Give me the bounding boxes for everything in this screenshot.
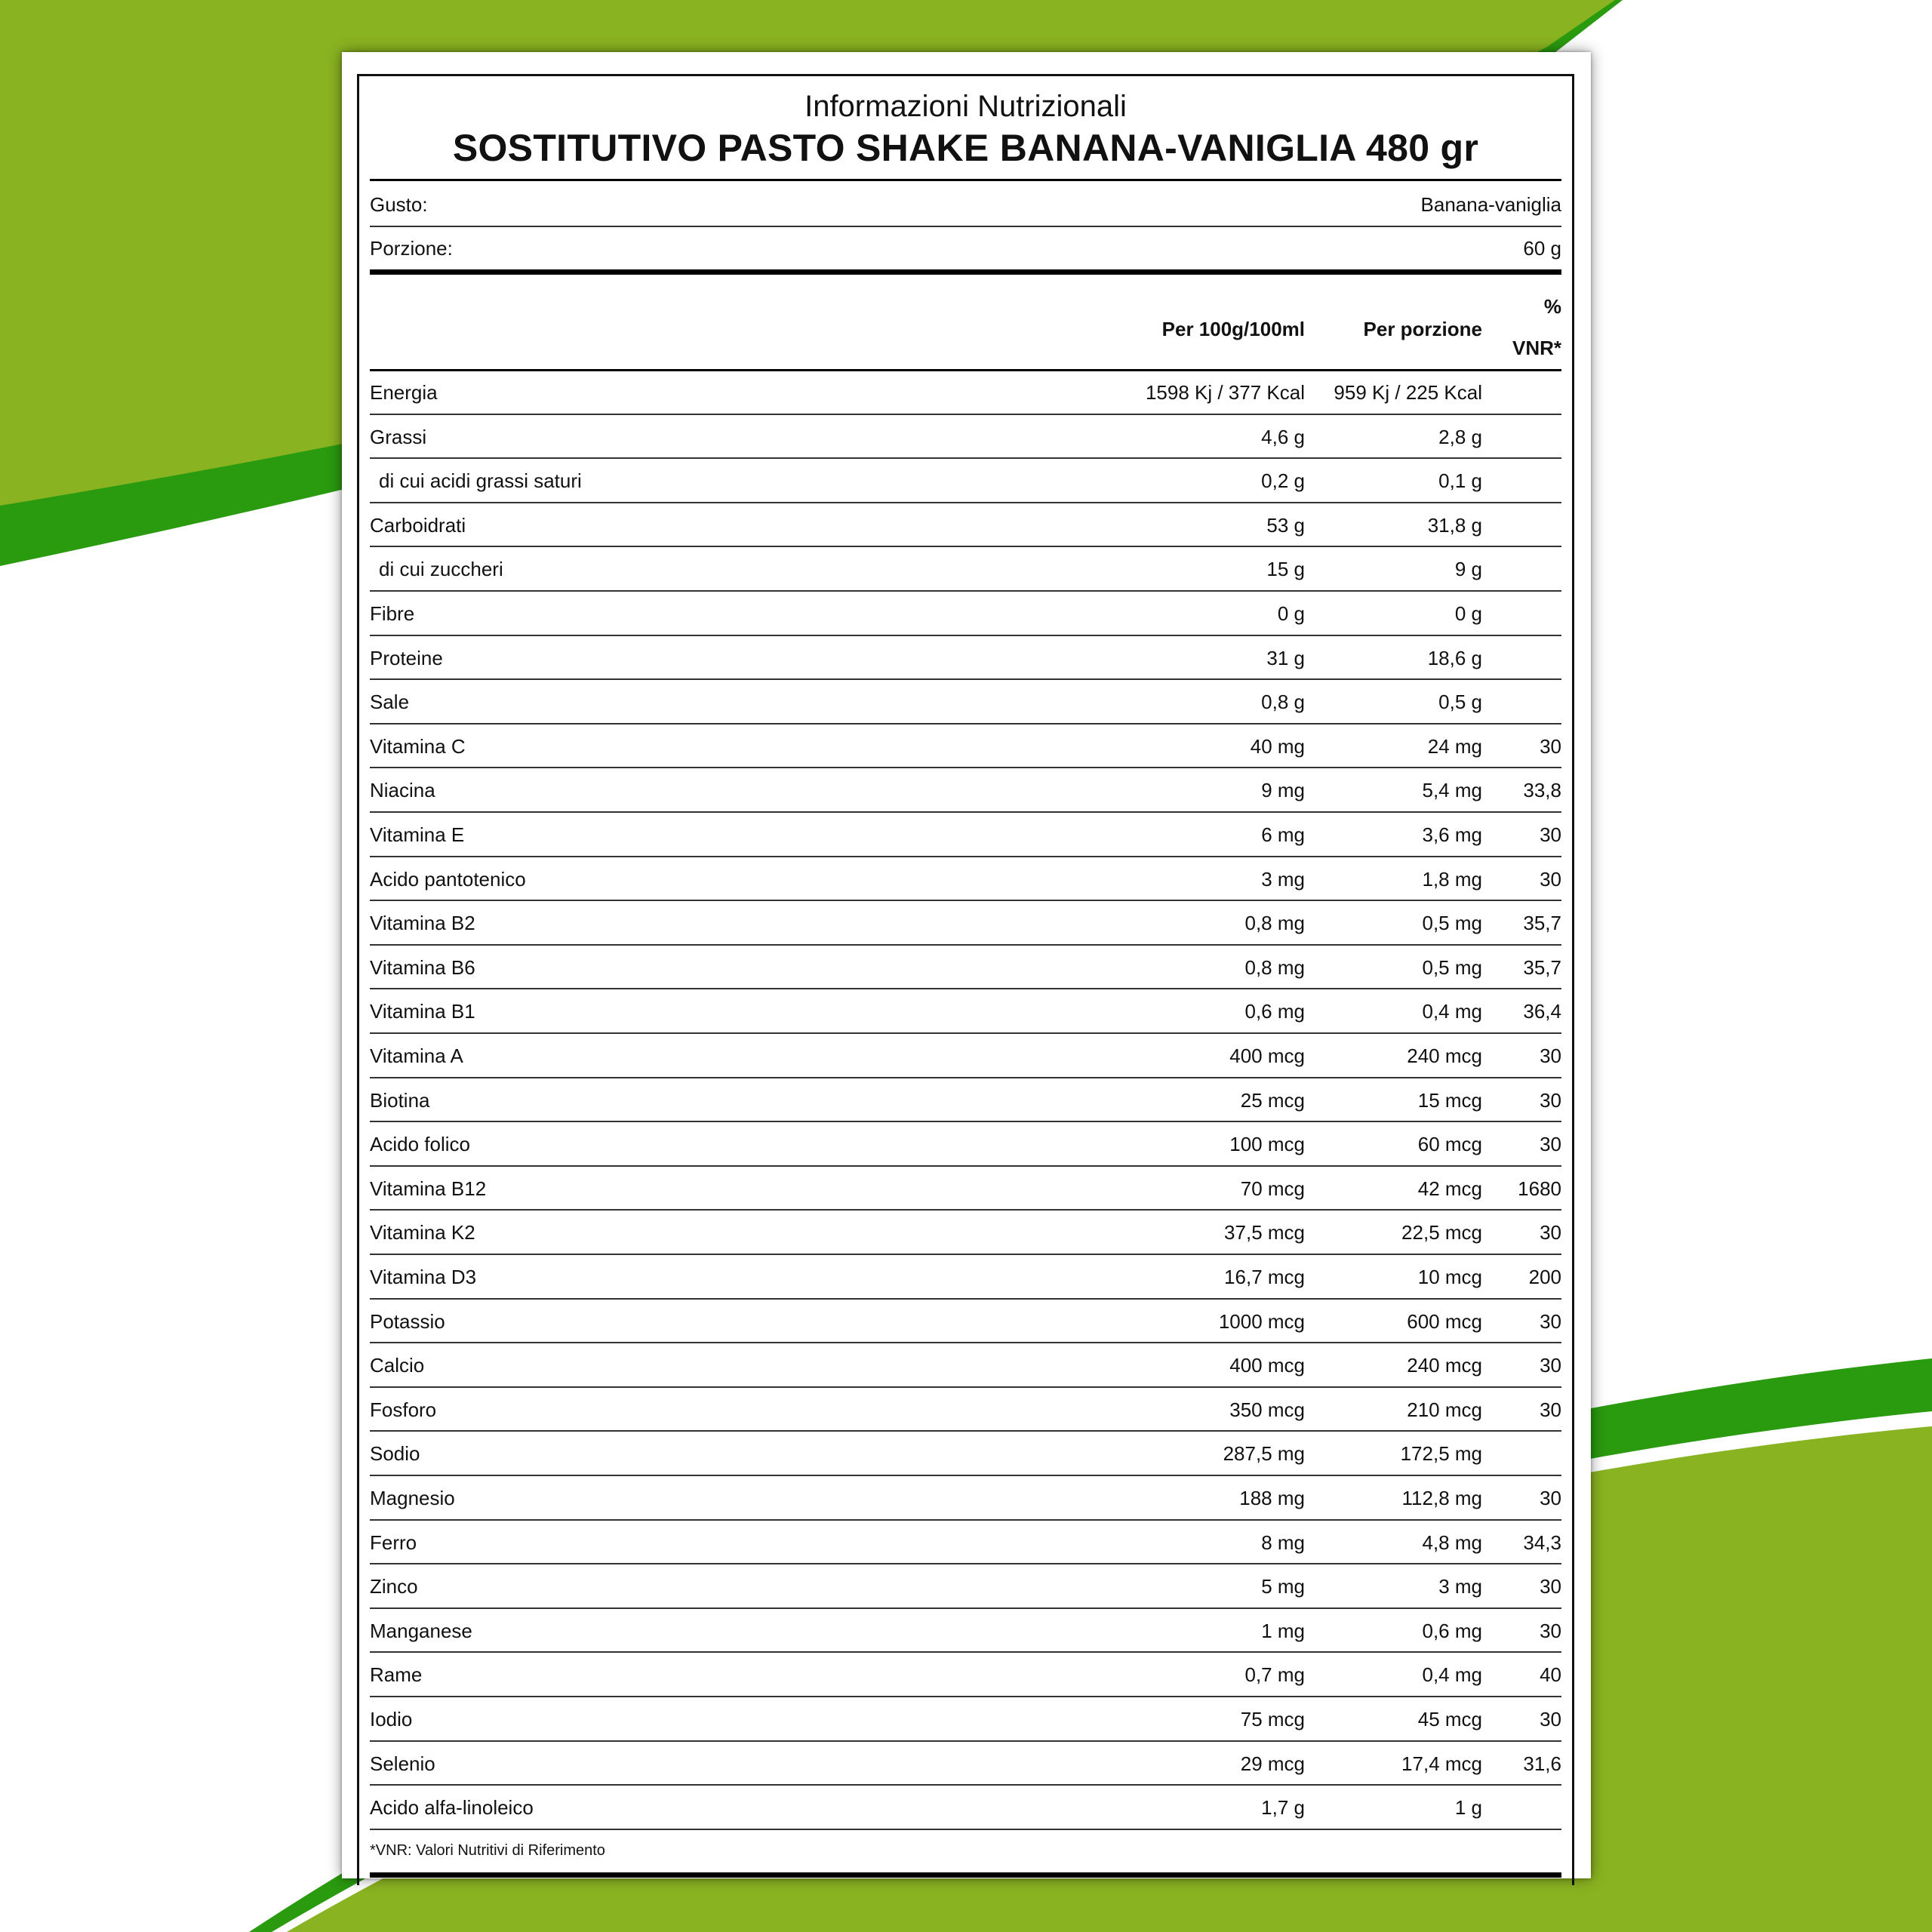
row-divider xyxy=(370,1519,1561,1521)
nutrient-per100: 3 mg xyxy=(1261,867,1305,891)
row-divider xyxy=(370,723,1561,724)
nutrient-per-portion: 0,4 mg xyxy=(1422,1000,1482,1023)
nutrient-per-portion: 0,5 mg xyxy=(1422,912,1482,935)
row-divider xyxy=(370,1298,1561,1300)
nutrient-per100: 37,5 mcg xyxy=(1224,1221,1305,1244)
nutrient-vnr: 30 xyxy=(1540,1044,1561,1067)
nutrient-name: Energia xyxy=(370,381,438,404)
nutrient-name: Vitamina B12 xyxy=(370,1177,487,1200)
nutrient-name: Magnesio xyxy=(370,1487,455,1509)
nutrient-per-portion: 3,6 mg xyxy=(1422,823,1482,846)
nutrient-per100: 15 g xyxy=(1266,558,1305,581)
nutrient-vnr: 30 xyxy=(1540,1133,1561,1156)
nutrient-per-portion: 0,5 g xyxy=(1438,691,1482,714)
row-divider xyxy=(370,1475,1561,1476)
nutrient-per-portion: 1 g xyxy=(1454,1796,1482,1820)
nutrient-vnr: 30 xyxy=(1540,1309,1561,1333)
nutrient-per-portion: 10 mcg xyxy=(1417,1266,1482,1288)
nutrient-per-portion: 9 g xyxy=(1454,558,1482,581)
nutrient-per100: 1000 mcg xyxy=(1218,1309,1305,1333)
row-divider xyxy=(370,1032,1561,1034)
nutrient-per-portion: 60 mcg xyxy=(1417,1133,1482,1156)
nutrient-name: Vitamina C xyxy=(370,734,466,758)
row-divider xyxy=(370,1430,1561,1432)
nutrient-name: Acido pantotenico xyxy=(370,867,526,891)
nutrient-name: Vitamina B6 xyxy=(370,955,475,979)
nutrient-name: Vitamina K2 xyxy=(370,1221,475,1244)
header-per100: Per 100g/100ml xyxy=(1161,318,1305,340)
nutrient-name: Manganese xyxy=(370,1619,472,1642)
nutrient-per-portion: 22,5 mcg xyxy=(1401,1221,1482,1244)
product-name: SOSTITUTIVO PASTO SHAKE BANANA-VANIGLIA 480 gr xyxy=(452,127,1479,169)
nutrient-per-portion: 1,8 mg xyxy=(1422,867,1482,891)
nutrient-name: Zinco xyxy=(370,1575,418,1598)
nutrient-name: Acido alfa-linoleico xyxy=(370,1796,534,1820)
nutrient-vnr: 30 xyxy=(1540,1575,1561,1598)
nutrient-per-portion: 17,4 mcg xyxy=(1401,1752,1482,1775)
nutrient-name: Vitamina A xyxy=(370,1044,463,1067)
nutrient-vnr: 30 xyxy=(1540,734,1561,758)
nutrient-per100: 0,8 mg xyxy=(1244,912,1305,935)
nutrient-per100: 0,8 g xyxy=(1261,691,1305,714)
nutrient-per100: 350 mcg xyxy=(1229,1398,1305,1421)
nutrient-vnr: 30 xyxy=(1540,1619,1561,1642)
nutrient-per100: 287,5 mg xyxy=(1223,1442,1305,1466)
nutrient-per-portion: 0,1 g xyxy=(1438,469,1482,493)
row-divider xyxy=(370,1784,1561,1786)
nutrient-per100: 29 mcg xyxy=(1240,1752,1305,1775)
nutrient-per-portion: 18,6 g xyxy=(1427,646,1482,669)
nutrient-per100: 0 g xyxy=(1277,602,1305,625)
nutrient-vnr: 1680 xyxy=(1518,1177,1561,1200)
header-per-portion: Per porzione xyxy=(1363,318,1482,340)
nutrient-per100: 0,2 g xyxy=(1261,469,1305,493)
row-divider xyxy=(370,944,1561,946)
nutrient-vnr: 30 xyxy=(1540,1088,1561,1112)
row-divider xyxy=(370,1077,1561,1078)
divider xyxy=(370,369,1561,371)
nutrient-per100: 31 g xyxy=(1266,646,1305,669)
nutrient-per100: 1598 Kj / 377 Kcal xyxy=(1145,381,1305,404)
nutrient-per100: 53 g xyxy=(1266,513,1305,537)
nutrient-per100: 0,6 mg xyxy=(1244,1000,1305,1023)
nutrient-vnr: 36,4 xyxy=(1523,1000,1561,1023)
nutrient-per-portion: 0 g xyxy=(1454,602,1482,625)
row-divider xyxy=(370,1696,1561,1697)
nutrient-name: Sodio xyxy=(370,1442,420,1466)
nutrient-per-portion: 0,5 mg xyxy=(1422,955,1482,979)
nutrient-per100: 6 mg xyxy=(1261,823,1305,846)
nutrient-per100: 75 mcg xyxy=(1240,1708,1305,1730)
porzione-label: Porzione: xyxy=(370,237,453,260)
nutrient-vnr: 30 xyxy=(1540,1708,1561,1730)
row-divider xyxy=(370,1386,1561,1388)
row-divider xyxy=(370,1563,1561,1564)
nutrient-name: Ferro xyxy=(370,1531,417,1554)
nutrient-per100: 8 mg xyxy=(1261,1531,1305,1554)
nutrient-name: di cui zuccheri xyxy=(379,558,503,581)
nutrient-name: Proteine xyxy=(370,646,443,669)
row-divider xyxy=(370,1740,1561,1742)
row-divider xyxy=(370,1342,1561,1343)
nutrient-vnr: 35,7 xyxy=(1523,955,1561,979)
nutrient-per-portion: 15 mcg xyxy=(1417,1088,1482,1112)
gusto-value: Banana-vaniglia xyxy=(1420,193,1561,216)
nutrient-vnr: 30 xyxy=(1540,1487,1561,1509)
nutrient-per100: 25 mcg xyxy=(1240,1088,1305,1112)
nutrient-vnr: 33,8 xyxy=(1523,779,1561,802)
nutrient-per-portion: 0,4 mg xyxy=(1422,1663,1482,1687)
nutrient-vnr: 30 xyxy=(1540,1398,1561,1421)
nutrient-name: Biotina xyxy=(370,1088,430,1112)
gusto-label: Gusto: xyxy=(370,193,428,216)
row-divider xyxy=(370,900,1561,901)
header-vnr-percent: % xyxy=(1543,295,1561,318)
nutrient-per-portion: 24 mg xyxy=(1427,734,1482,758)
nutrient-per-portion: 240 mcg xyxy=(1407,1044,1482,1067)
nutrient-name: Grassi xyxy=(370,425,427,448)
nutrient-per100: 1 mg xyxy=(1261,1619,1305,1642)
nutrient-per-portion: 112,8 mg xyxy=(1401,1487,1482,1509)
row-divider xyxy=(370,1651,1561,1653)
nutrient-per100: 400 mcg xyxy=(1229,1354,1305,1377)
row-divider xyxy=(370,1121,1561,1122)
nutrient-vnr: 34,3 xyxy=(1523,1531,1561,1554)
nutrient-vnr: 30 xyxy=(1540,1221,1561,1244)
nutrient-per100: 9 mg xyxy=(1261,779,1305,802)
nutrient-name: Vitamina E xyxy=(370,823,465,846)
nutrient-per100: 70 mcg xyxy=(1240,1177,1305,1200)
nutrient-per100: 0,8 mg xyxy=(1244,955,1305,979)
nutrient-per-portion: 172,5 mg xyxy=(1400,1442,1482,1466)
divider xyxy=(370,226,1561,227)
nutrient-vnr: 200 xyxy=(1528,1266,1561,1288)
nutrient-name: di cui acidi grassi saturi xyxy=(379,469,582,493)
row-divider xyxy=(370,988,1561,989)
nutrient-vnr: 30 xyxy=(1540,867,1561,891)
row-divider xyxy=(370,1209,1561,1211)
row-divider xyxy=(370,414,1561,415)
row-divider xyxy=(370,457,1561,459)
nutrient-per100: 400 mcg xyxy=(1229,1044,1305,1067)
nutrient-per100: 16,7 mcg xyxy=(1224,1266,1305,1288)
row-divider xyxy=(370,1829,1561,1830)
label-body xyxy=(370,76,1561,1885)
nutrient-per-portion: 2,8 g xyxy=(1438,425,1482,448)
nutrient-vnr: 30 xyxy=(1540,1354,1561,1377)
row-divider xyxy=(370,811,1561,813)
nutrient-per100: 40 mg xyxy=(1250,734,1305,758)
nutrient-per-portion: 3 mg xyxy=(1438,1575,1482,1598)
nutrient-per100: 1,7 g xyxy=(1261,1796,1305,1820)
footnote: *VNR: Valori Nutritivi di Riferimento xyxy=(370,1841,605,1859)
nutrient-name: Selenio xyxy=(370,1752,435,1775)
nutrient-name: Potassio xyxy=(370,1309,445,1333)
nutrient-name: Vitamina D3 xyxy=(370,1266,477,1288)
nutrient-per100: 0,7 mg xyxy=(1244,1663,1305,1687)
row-divider xyxy=(370,678,1561,680)
divider-thick xyxy=(370,1872,1561,1878)
nutrient-name: Calcio xyxy=(370,1354,425,1377)
nutrient-per100: 100 mcg xyxy=(1229,1133,1305,1156)
porzione-value: 60 g xyxy=(1523,237,1561,260)
nutrient-vnr: 35,7 xyxy=(1523,912,1561,935)
row-divider xyxy=(370,1165,1561,1167)
nutrient-name: Fibre xyxy=(370,602,415,625)
nutrient-per-portion: 4,8 mg xyxy=(1422,1531,1482,1554)
nutrient-per-portion: 600 mcg xyxy=(1407,1309,1482,1333)
row-divider xyxy=(370,546,1561,547)
nutrient-per100: 4,6 g xyxy=(1261,425,1305,448)
header-vnr: VNR* xyxy=(1512,337,1561,359)
nutrient-per-portion: 45 mcg xyxy=(1417,1708,1482,1730)
nutrient-name: Iodio xyxy=(370,1708,413,1730)
nutrient-per100: 188 mg xyxy=(1239,1487,1305,1509)
nutrient-per-portion: 0,6 mg xyxy=(1422,1619,1482,1642)
label-title: Informazioni Nutrizionali xyxy=(804,90,1127,123)
nutrient-name: Vitamina B1 xyxy=(370,1000,475,1023)
row-divider xyxy=(370,856,1561,857)
nutrient-name: Rame xyxy=(370,1663,423,1687)
row-divider xyxy=(370,1607,1561,1609)
nutrient-per-portion: 31,8 g xyxy=(1427,513,1482,537)
nutrient-vnr: 30 xyxy=(1540,823,1561,846)
nutrition-label xyxy=(357,74,1574,1885)
nutrient-vnr: 40 xyxy=(1540,1663,1561,1687)
divider-thick xyxy=(370,269,1561,275)
nutrient-name: Fosforo xyxy=(370,1398,437,1421)
row-divider xyxy=(370,1254,1561,1255)
row-divider xyxy=(370,767,1561,768)
divider xyxy=(370,179,1561,181)
nutrient-name: Vitamina B2 xyxy=(370,912,475,935)
nutrient-per-portion: 210 mcg xyxy=(1407,1398,1482,1421)
nutrient-per100: 5 mg xyxy=(1261,1575,1305,1598)
nutrient-name: Sale xyxy=(370,691,410,714)
nutrient-name: Niacina xyxy=(370,779,435,802)
nutrient-vnr: 31,6 xyxy=(1523,1752,1561,1775)
row-divider xyxy=(370,502,1561,503)
nutrient-per-portion: 42 mcg xyxy=(1417,1177,1482,1200)
nutrient-name: Carboidrati xyxy=(370,513,466,537)
nutrient-per-portion: 240 mcg xyxy=(1407,1354,1482,1377)
row-divider xyxy=(370,635,1561,636)
nutrient-per-portion: 959 Kj / 225 Kcal xyxy=(1334,381,1482,404)
nutrient-name: Acido folico xyxy=(370,1133,470,1156)
row-divider xyxy=(370,590,1561,592)
nutrient-per-portion: 5,4 mg xyxy=(1422,779,1482,802)
